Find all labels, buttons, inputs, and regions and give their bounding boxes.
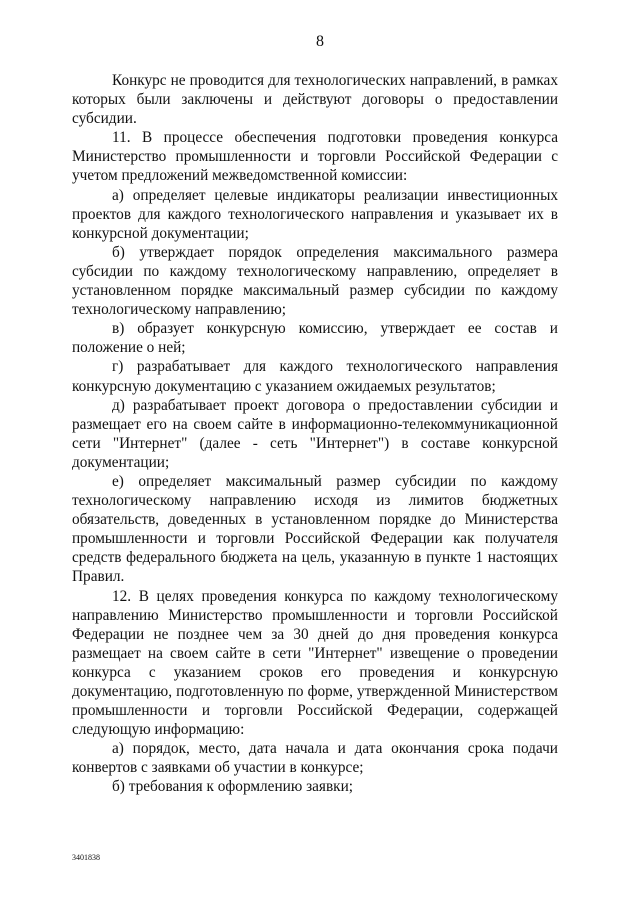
page-number: 8 xyxy=(316,33,324,50)
paragraph: е) определяет максимальный размер субсидии по каждому технологическому направлению исходя из лимитов бюджетных обязательств, доведенных в установленном порядке до Министерства промышленности и торговли Российской Федерации как получателя средств федерального бюджета на цель, указанную в пункте 1 настоящих Правил. xyxy=(72,472,558,586)
paragraph: д) разрабатывает проект договора о предоставлении субсидии и размещает его на своем сайте в информационно-телекоммуникационной сети "Интернет" (далее - сеть "Интернет") в составе конкурсной документации; xyxy=(72,396,558,471)
paragraph: 11. В процессе обеспечения подготовки проведения конкурса Министерство промышленности и торговли Российской Федерации с учетом предложений межведомственной комиссии: xyxy=(72,129,558,185)
paragraph: а) порядок, место, дата начала и дата окончания срока подачи конвертов с заявками об участии в конкурсе; xyxy=(72,740,558,777)
paragraph: а) определяет целевые индикаторы реализации инвестиционных проектов для каждого технологического направления и указывает их в конкурсной документации; xyxy=(72,186,558,242)
paragraph: б) утверждает порядок определения максимального размера субсидии по каждому технологическому направлению, определяет в установленном порядке максимальный размер субсидии по каждому технологическому направлению; xyxy=(72,243,558,319)
paragraph: 12. В целях проведения конкурса по каждому технологическому направлению Министерство промышленности и торговли Российской Федерации не позднее чем за 30 дней до дня проведения конкурса размещает на своем сайте в сети "Интернет" извещение о проведении конкурса с указанием сроков его проведения и конкурсную документацию, подготовленную по форме, утвержденной Министерством промышленности и торговли Российской Федерации, содержащей следующую информацию: xyxy=(72,587,558,739)
footer-code: 3401838 xyxy=(72,853,100,862)
paragraph: Конкурс не проводится для технологических направлений, в рамках которых были заключены и действуют договоры о предоставлении субсидии. xyxy=(72,72,558,128)
paragraph: в) образует конкурсную комиссию, утверждает ее состав и положение о ней; xyxy=(72,320,558,357)
paragraph: б) требования к оформлению заявки; xyxy=(112,778,354,796)
paragraph: г) разрабатывает для каждого технологического направления конкурсную документацию с указанием ожидаемых результатов; xyxy=(72,358,558,395)
document-body xyxy=(72,71,558,797)
